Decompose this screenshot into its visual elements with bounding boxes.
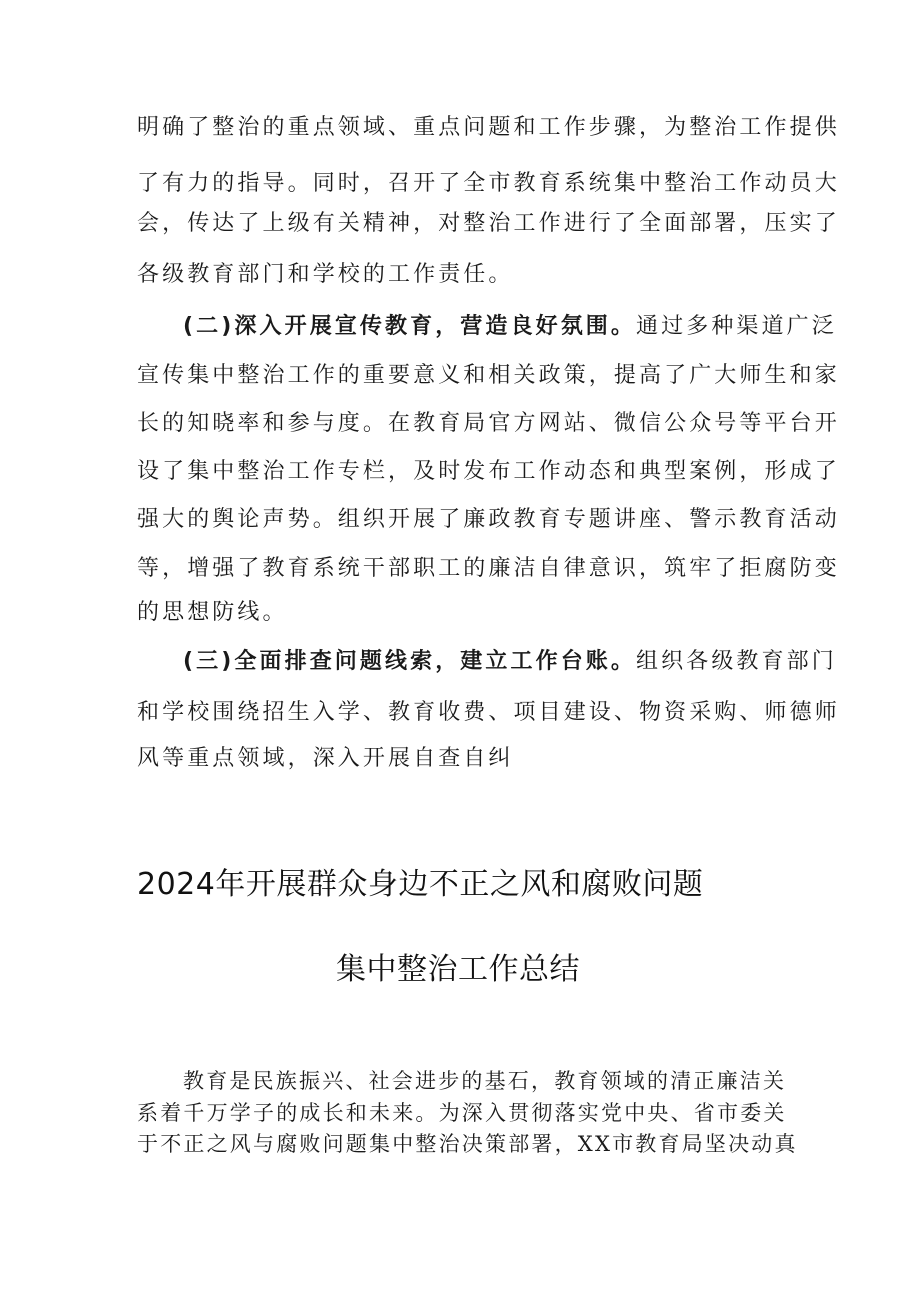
paragraph-line: 明确了整治的重点领域、重点问题和工作步骤，为整治工作提供 bbox=[137, 115, 840, 140]
paragraph-line: 系着千万学子的成长和未来。为深入贯彻落实党中央、省市委关 bbox=[137, 1101, 787, 1125]
paragraph-line: 设了集中整治工作专栏，及时发布工作动态和典型案例，形成了 bbox=[137, 459, 840, 484]
paragraph-line: 的思想防线。 bbox=[137, 600, 288, 625]
paragraph-text: 组织各级教育部门 bbox=[636, 649, 837, 674]
document-title: 集中整治工作总结 bbox=[336, 952, 580, 987]
document-title: 2024年开展群众身边不正之风和腐败问题 bbox=[137, 867, 704, 902]
paragraph-line: 强大的舆论声势。组织开展了廉政教育专题讲座、警示教育活动 bbox=[137, 507, 840, 532]
section-heading-line bbox=[183, 648, 837, 676]
paragraph-line: 长的知晓率和参与度。在教育局官方网站、微信公众号等平台开 bbox=[137, 411, 840, 436]
paragraph-line: 等，增强了教育系统干部职工的廉洁自律意识，筑牢了拒腐防变 bbox=[137, 556, 840, 581]
paragraph-text: 通过多种渠道广泛 bbox=[636, 314, 837, 339]
paragraph-line: 教育是民族振兴、社会进步的基石，教育领域的清正廉洁关 bbox=[183, 1069, 787, 1093]
paragraph-line: 各级教育部门和学校的工作责任。 bbox=[137, 262, 514, 287]
section-heading: (二)深入开展宣传教育，营造良好氛围。 bbox=[183, 314, 637, 339]
paragraph-line: 宣传集中整治工作的重要意义和相关政策，提高了广大师生和家 bbox=[137, 363, 840, 388]
paragraph-line: 会，传达了上级有关精神，对整治工作进行了全面部署，压实了 bbox=[137, 211, 840, 236]
paragraph-line: 风等重点领域，深入开展自查自纠 bbox=[137, 746, 514, 771]
section-heading: (三)全面排查问题线索，建立工作台账。 bbox=[183, 649, 637, 674]
section-heading-line bbox=[183, 313, 837, 341]
paragraph-line: 了有力的指导。同时，召开了全市教育系统集中整治工作动员大 bbox=[137, 171, 840, 196]
paragraph-line: 于不正之风与腐败问题集中整治决策部署，XX市教育局坚决动真 bbox=[137, 1132, 798, 1156]
paragraph-line: 和学校围绕招生入学、教育收费、项目建设、物资采购、师德师 bbox=[137, 700, 840, 725]
